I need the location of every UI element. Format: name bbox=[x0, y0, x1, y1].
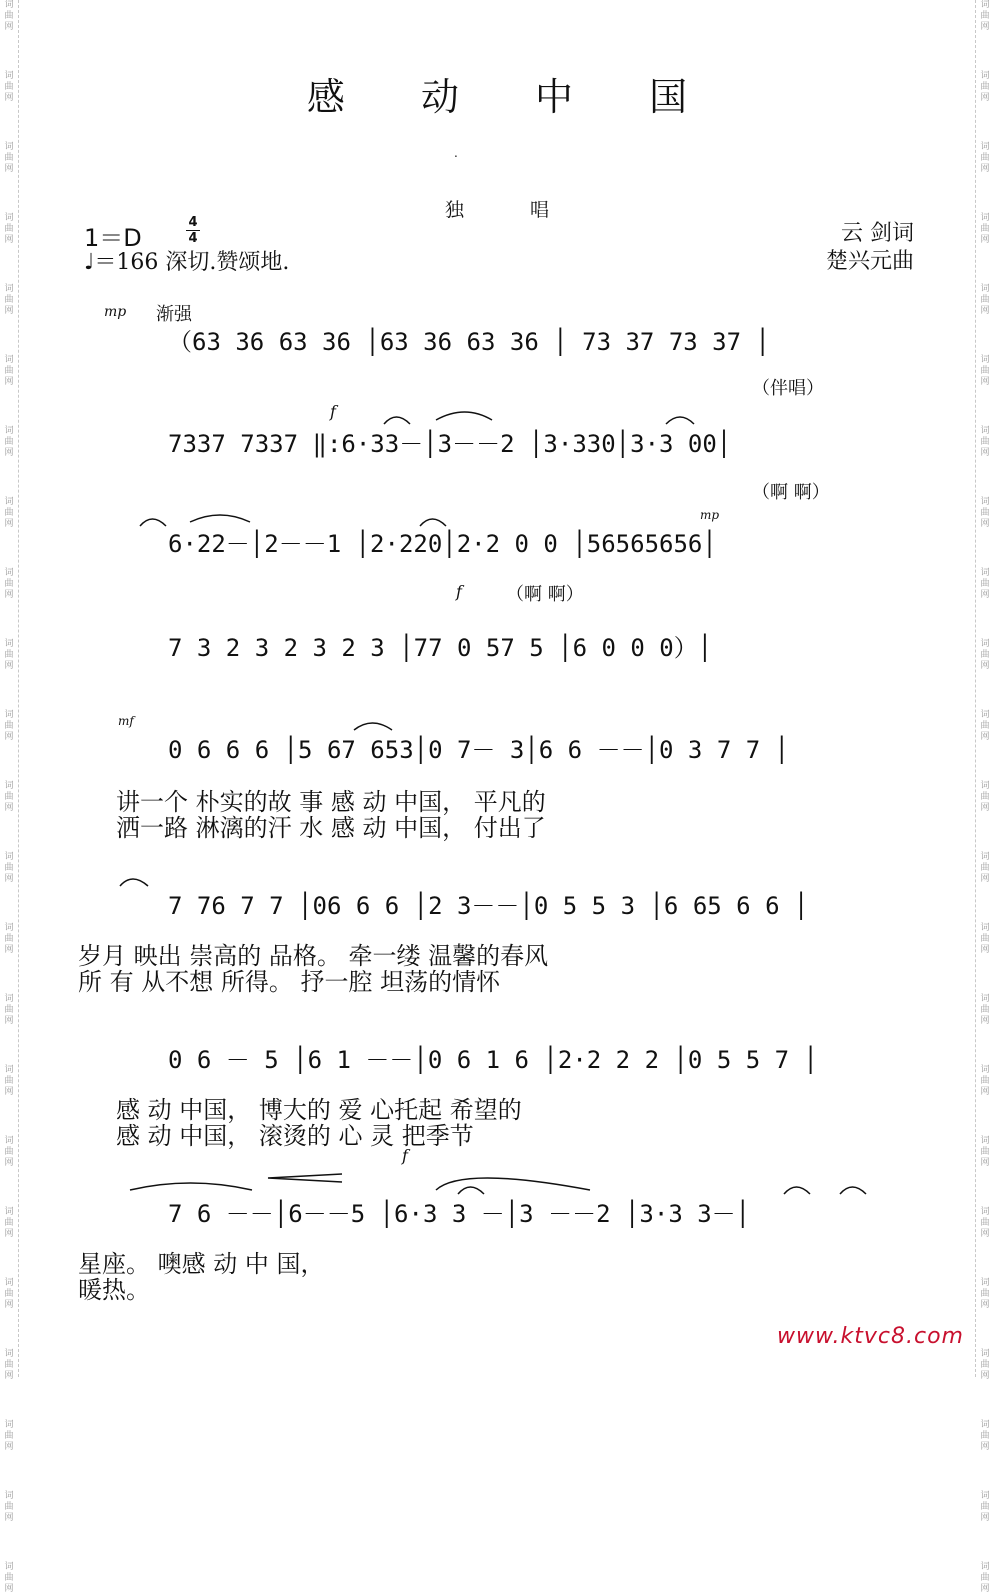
margin-watermark-text: 词 曲 网 bbox=[4, 1065, 14, 1097]
dynamic-f-4: f bbox=[402, 1146, 408, 1165]
song-title: 感 动 中 国 bbox=[306, 75, 720, 119]
margin-watermark-text: 词 曲 网 bbox=[4, 1562, 14, 1594]
dynamic-mf: mf bbox=[118, 714, 134, 728]
dynamic-mp-2: mp bbox=[700, 508, 720, 522]
lyric-line-3a: 感 动 中国， 博大的 爱 心托起 希望的 bbox=[116, 1096, 522, 1124]
margin-watermark-text: 词 曲 网 bbox=[4, 852, 14, 884]
margin-watermark-text: 词 曲 网 bbox=[980, 710, 990, 742]
margin-watermark-text: 词 曲 网 bbox=[980, 1136, 990, 1168]
lyricist-credit: 云 剑词 bbox=[841, 221, 914, 246]
margin-watermark-text: 词 曲 网 bbox=[980, 994, 990, 1026]
backing-ah-1: （啊 啊） bbox=[752, 482, 830, 503]
margin-watermark-text: 词 曲 网 bbox=[4, 1349, 14, 1381]
margin-watermark-text: 词 曲 网 bbox=[980, 923, 990, 955]
notation-text: 0 6 6 6 │5 67 653│0 7－ 3│6 6 －－│0 3 7 7 │ bbox=[168, 736, 790, 764]
time-sig-bottom: 4 bbox=[188, 231, 198, 246]
lyric-line-2b: 所 有 从不想 所得。 抒一腔 坦荡的情怀 bbox=[78, 968, 501, 996]
margin-watermark-text: 词 曲 网 bbox=[980, 426, 990, 458]
margin-watermark-text: 词 曲 网 bbox=[980, 497, 990, 529]
lyric-line-1a: 讲一个 朴实的故 事 感 动 中国， 平凡的 bbox=[116, 788, 546, 816]
margin-watermark-text: 词 曲 网 bbox=[980, 1562, 990, 1594]
notation-text: 6·22－│2－－1 │2·220│2·2 0 0 │56565656│ bbox=[168, 530, 717, 558]
margin-watermark-text: 词 曲 网 bbox=[980, 1278, 990, 1310]
margin-watermark-text: 词 曲 网 bbox=[980, 284, 990, 316]
margin-watermark-text: 词 曲 网 bbox=[4, 71, 14, 103]
margin-watermark-text: 词 曲 网 bbox=[4, 994, 14, 1026]
margin-watermark-text: 词 曲 网 bbox=[980, 639, 990, 671]
margin-watermark-text: 词 曲 网 bbox=[980, 1420, 990, 1452]
key-signature: 1＝D bbox=[84, 224, 142, 252]
margin-watermark-text: 词 曲 网 bbox=[980, 142, 990, 174]
notation-text: 7 3 2 3 2 3 2 3 │77 0 57 5 │6 0 0 0）│ bbox=[168, 634, 713, 662]
margin-watermark-text: 词 曲 网 bbox=[4, 1136, 14, 1168]
small-mark: . bbox=[454, 146, 458, 160]
margin-watermark-text: 词 曲 网 bbox=[4, 1207, 14, 1239]
site-watermark: www.ktvc8.com bbox=[776, 1324, 964, 1349]
composer-credit: 楚兴元曲 bbox=[825, 249, 914, 274]
lyric-line-4a: 星座。 噢感 动 中 国， bbox=[78, 1250, 325, 1278]
margin-watermark-text: 词 曲 网 bbox=[4, 1420, 14, 1452]
performance-type: 独 唱 bbox=[444, 199, 580, 221]
margin-watermark-text: 词 曲 网 bbox=[980, 71, 990, 103]
margin-watermark-text: 词 曲 网 bbox=[980, 781, 990, 813]
margin-watermark-text: 词 曲 网 bbox=[4, 213, 14, 245]
notation-text: 7 6 －－│6－－5 │6·3 3 －│3 －－2 │3·3 3－│ bbox=[168, 1200, 751, 1228]
margin-watermark-text: 词 曲 网 bbox=[4, 710, 14, 742]
dynamic-f-3: f bbox=[456, 582, 462, 601]
margin-watermark-text: 词 曲 网 bbox=[4, 284, 14, 316]
backing-ah-2: （啊 啊） bbox=[506, 584, 584, 605]
margin-watermark-text: 词 曲 网 bbox=[4, 497, 14, 529]
margin-watermark-text: 词 曲 网 bbox=[4, 568, 14, 600]
margin-watermark-text: 词 曲 网 bbox=[4, 639, 14, 671]
margin-watermark-text: 词 曲 网 bbox=[4, 923, 14, 955]
notation-text: （63 36 63 36 │63 36 63 36 │ 73 37 73 37 │ bbox=[168, 328, 770, 356]
margin-watermark-text: 词 曲 网 bbox=[980, 0, 990, 32]
margin-watermark-text: 词 曲 网 bbox=[4, 1278, 14, 1310]
margin-watermark-text: 词 曲 网 bbox=[980, 568, 990, 600]
margin-watermark-text: 词 曲 网 bbox=[4, 781, 14, 813]
margin-watermark-text: 词 曲 网 bbox=[980, 1207, 990, 1239]
margin-watermark-text: 词 曲 网 bbox=[980, 213, 990, 245]
dynamic-f-1: f bbox=[330, 402, 336, 421]
margin-watermark-text: 词 曲 网 bbox=[4, 142, 14, 174]
lyric-line-2a: 岁月 映出 崇高的 品格。 牵一缕 温馨的春风 bbox=[78, 942, 549, 970]
margin-watermark-text: 词 曲 网 bbox=[4, 426, 14, 458]
margin-watermark-text: 词 曲 网 bbox=[980, 1065, 990, 1097]
margin-watermark-text: 词 曲 网 bbox=[4, 1491, 14, 1523]
lyric-line-3b: 感 动 中国， 滚烫的 心 灵 把季节 bbox=[116, 1122, 474, 1150]
margin-watermark-text: 词 曲 网 bbox=[4, 355, 14, 387]
lyric-line-4b: 暖热。 bbox=[78, 1276, 150, 1304]
margin-watermark-text: 词 曲 网 bbox=[4, 0, 14, 32]
notation-text: 0 6 － 5 │6 1 －－│0 6 1 6 │2·2 2 2 │0 5 5 7 │ bbox=[168, 1046, 818, 1074]
margin-watermark-text: 词 曲 网 bbox=[980, 852, 990, 884]
tempo-marking: ♩＝166 深切.赞颂地. bbox=[84, 250, 290, 275]
margin-watermark-text: 词 曲 网 bbox=[980, 355, 990, 387]
margin-watermark-text: 词 曲 网 bbox=[980, 1491, 990, 1523]
crescendo-text: 渐强 bbox=[156, 304, 192, 325]
margin-watermark-text: 词 曲 网 bbox=[980, 1349, 990, 1381]
time-sig-top: 4 bbox=[188, 215, 198, 230]
notation-text: 7 76 7 7 │06 6 6 │2 3－－│0 5 5 3 │6 65 6 6 │ bbox=[168, 892, 809, 920]
notation-text: 7337 7337 ‖:6·33－│3－－2 │3·330│3·3 00│ bbox=[168, 430, 732, 458]
dynamic-mp-intro: mp bbox=[104, 304, 127, 320]
backing-vocal-label: （伴唱） bbox=[752, 378, 824, 399]
lyric-line-1b: 洒一路 淋漓的汗 水 感 动 中国， 付出了 bbox=[116, 814, 546, 842]
